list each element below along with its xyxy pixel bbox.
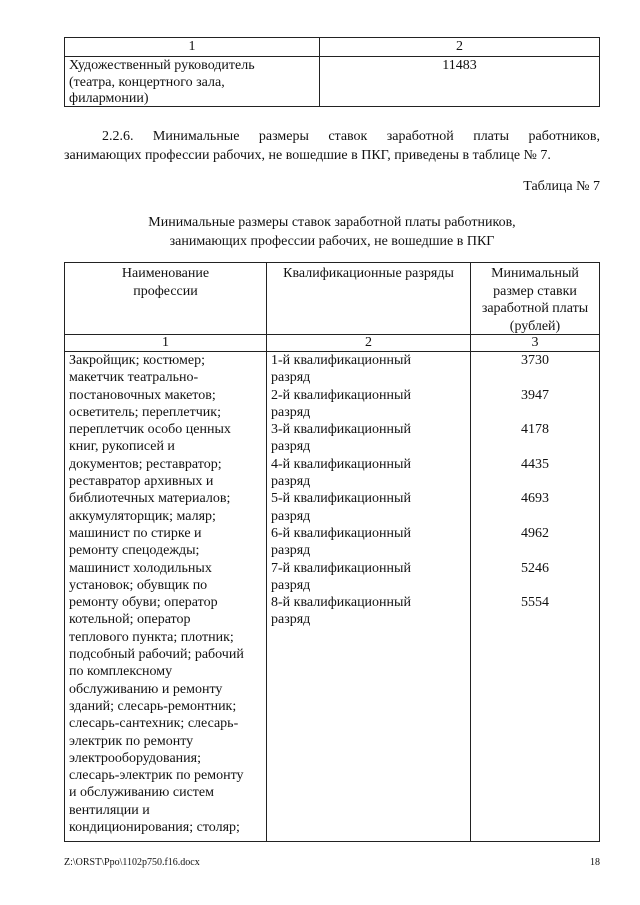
header-line: заработной платы (481, 301, 589, 316)
grade-line: 6-й квалификационный (271, 525, 411, 541)
paragraph-line-1 (64, 127, 600, 146)
header-grades (267, 265, 470, 283)
column-number-1: 1 (162, 335, 169, 350)
grade-line: разряд (271, 577, 311, 593)
rate-value: 4435 (521, 456, 549, 472)
profession-line: макетчик театрально- (69, 370, 199, 386)
grade-item (271, 352, 469, 387)
grade-line: разряд (271, 404, 311, 420)
profession-line: машинист по стирке и (69, 525, 202, 541)
grade-line: разряд (271, 370, 311, 386)
profession-line: и обслуживанию систем (69, 785, 214, 801)
footer-file-path: Z:\ORST\Ppo\1102p750.f16.docx (64, 857, 200, 868)
profession-line: библиотечных материалов; (69, 491, 231, 507)
grade-item (271, 490, 469, 525)
row-divider (65, 56, 599, 57)
salary-table-continuation (64, 37, 600, 107)
column-number-1: 1 (188, 39, 196, 54)
grade-line: разряд (271, 543, 311, 559)
rate-value: 4962 (521, 525, 549, 541)
rate-value: 5246 (521, 560, 549, 576)
profession-line: кондиционирования; столяр; (69, 820, 240, 836)
rate-list-cell (471, 352, 599, 629)
profession-line: зданий; слесарь-ремонтник; (69, 698, 237, 714)
header-line: Квалификационные разряды (283, 266, 454, 281)
profession-line: книг, рукописей и (69, 439, 175, 455)
position-name-cell (69, 58, 315, 108)
profession-line: постановочных макетов; (69, 387, 216, 403)
grade-line: 2-й квалификационный (271, 387, 411, 403)
header-line: (рублей) (509, 318, 561, 334)
rate-value: 3947 (521, 387, 549, 403)
grade-line: разряд (271, 508, 311, 524)
profession-line: вентиляции и (69, 802, 150, 818)
section-paragraph (64, 127, 600, 165)
profession-line: по комплексному (69, 664, 173, 680)
rate-value: 4693 (521, 491, 549, 507)
profession-line: установок; обувщик по (69, 577, 208, 593)
profession-line: электрик по ремонту (69, 733, 194, 749)
profession-line: теплового пункта; плотник; (69, 629, 234, 645)
profession-line: машинист холодильных (69, 560, 212, 576)
column-number-2: 2 (365, 335, 372, 350)
profession-line: обслуживанию и ремонту (69, 681, 223, 697)
paragraph-word: 2.2.6. (102, 129, 134, 144)
page-number: 18 (590, 857, 600, 868)
profession-line: ремонту спецодежды; (69, 543, 200, 559)
table-number-label: Таблица № 7 (523, 179, 600, 194)
profession-line: подсобный рабочий; рабочий (69, 647, 244, 663)
paragraph-word: заработной (386, 129, 454, 144)
profession-line: ремонту обуви; оператор (69, 595, 218, 611)
profession-line: Закройщик; костюмер; (69, 353, 205, 368)
profession-line: осветитель; переплетчик; (69, 404, 221, 420)
grade-line: 7-й квалификационный (271, 560, 411, 576)
header-profession (65, 265, 266, 300)
profession-line: аккумуляторщик; маляр; (69, 508, 216, 524)
paragraph-word: Минимальные (152, 129, 240, 144)
grade-line: 1-й квалификационный (271, 353, 411, 368)
paragraph-line-2: занимающих профессии рабочих, не вошедшие в ПКГ, приведены в таблице № 7. (64, 148, 551, 163)
salary-table-7 (64, 262, 600, 842)
position-name-line: (театра, концертного зала, (69, 74, 225, 90)
profession-line: переплетчик особо ценных (69, 422, 231, 438)
profession-line: электрооборудования; (69, 750, 201, 766)
paragraph-word: работников, (528, 129, 600, 144)
profession-line: котельной; оператор (69, 612, 191, 628)
rate-value: 4178 (521, 422, 549, 438)
grade-item (271, 525, 469, 560)
paragraph-word: ставок (328, 129, 368, 144)
grade-line: 5-й квалификационный (271, 491, 411, 507)
header-line: Минимальный (491, 266, 579, 281)
grade-line: разряд (271, 474, 311, 490)
caption-line: Минимальные размеры ставок заработной платы работников, (148, 215, 516, 230)
header-line: размер ставки (493, 283, 577, 299)
position-name-line: Художественный руководитель (69, 58, 255, 73)
profession-line: слесарь-электрик по ремонту (69, 768, 244, 784)
header-min-rate (471, 265, 599, 335)
grade-line: разряд (271, 612, 311, 628)
paragraph-word: платы (473, 129, 510, 144)
column-number-2: 2 (456, 39, 463, 54)
profession-list-cell (69, 352, 265, 836)
header-line: Наименование (121, 266, 210, 281)
grade-line: 3-й квалификационный (271, 422, 411, 438)
grade-line: 8-й квалификационный (271, 595, 411, 611)
grade-line: разряд (271, 439, 311, 455)
grade-item (271, 387, 469, 422)
rate-value: 3730 (521, 353, 549, 368)
profession-line: слесарь-сантехник; слесарь- (69, 716, 239, 732)
grade-item (271, 456, 469, 491)
caption-line: занимающих профессии рабочих, не вошедшие в ПКГ (169, 234, 495, 249)
position-salary-value: 11483 (442, 58, 477, 73)
grade-item (271, 421, 469, 456)
profession-line: документов; реставратор; (69, 456, 222, 472)
grade-line: 4-й квалификационный (271, 456, 411, 472)
column-number-3: 3 (531, 335, 539, 350)
profession-line: реставратор архивных и (69, 474, 214, 490)
grade-list-cell (271, 352, 469, 629)
position-name-line: филармонии) (69, 91, 149, 106)
grade-item (271, 594, 469, 629)
header-line: профессии (133, 283, 198, 299)
rate-value: 5554 (521, 595, 549, 611)
grade-item (271, 560, 469, 595)
table-caption (64, 213, 600, 251)
paragraph-word: размеры (258, 129, 309, 144)
